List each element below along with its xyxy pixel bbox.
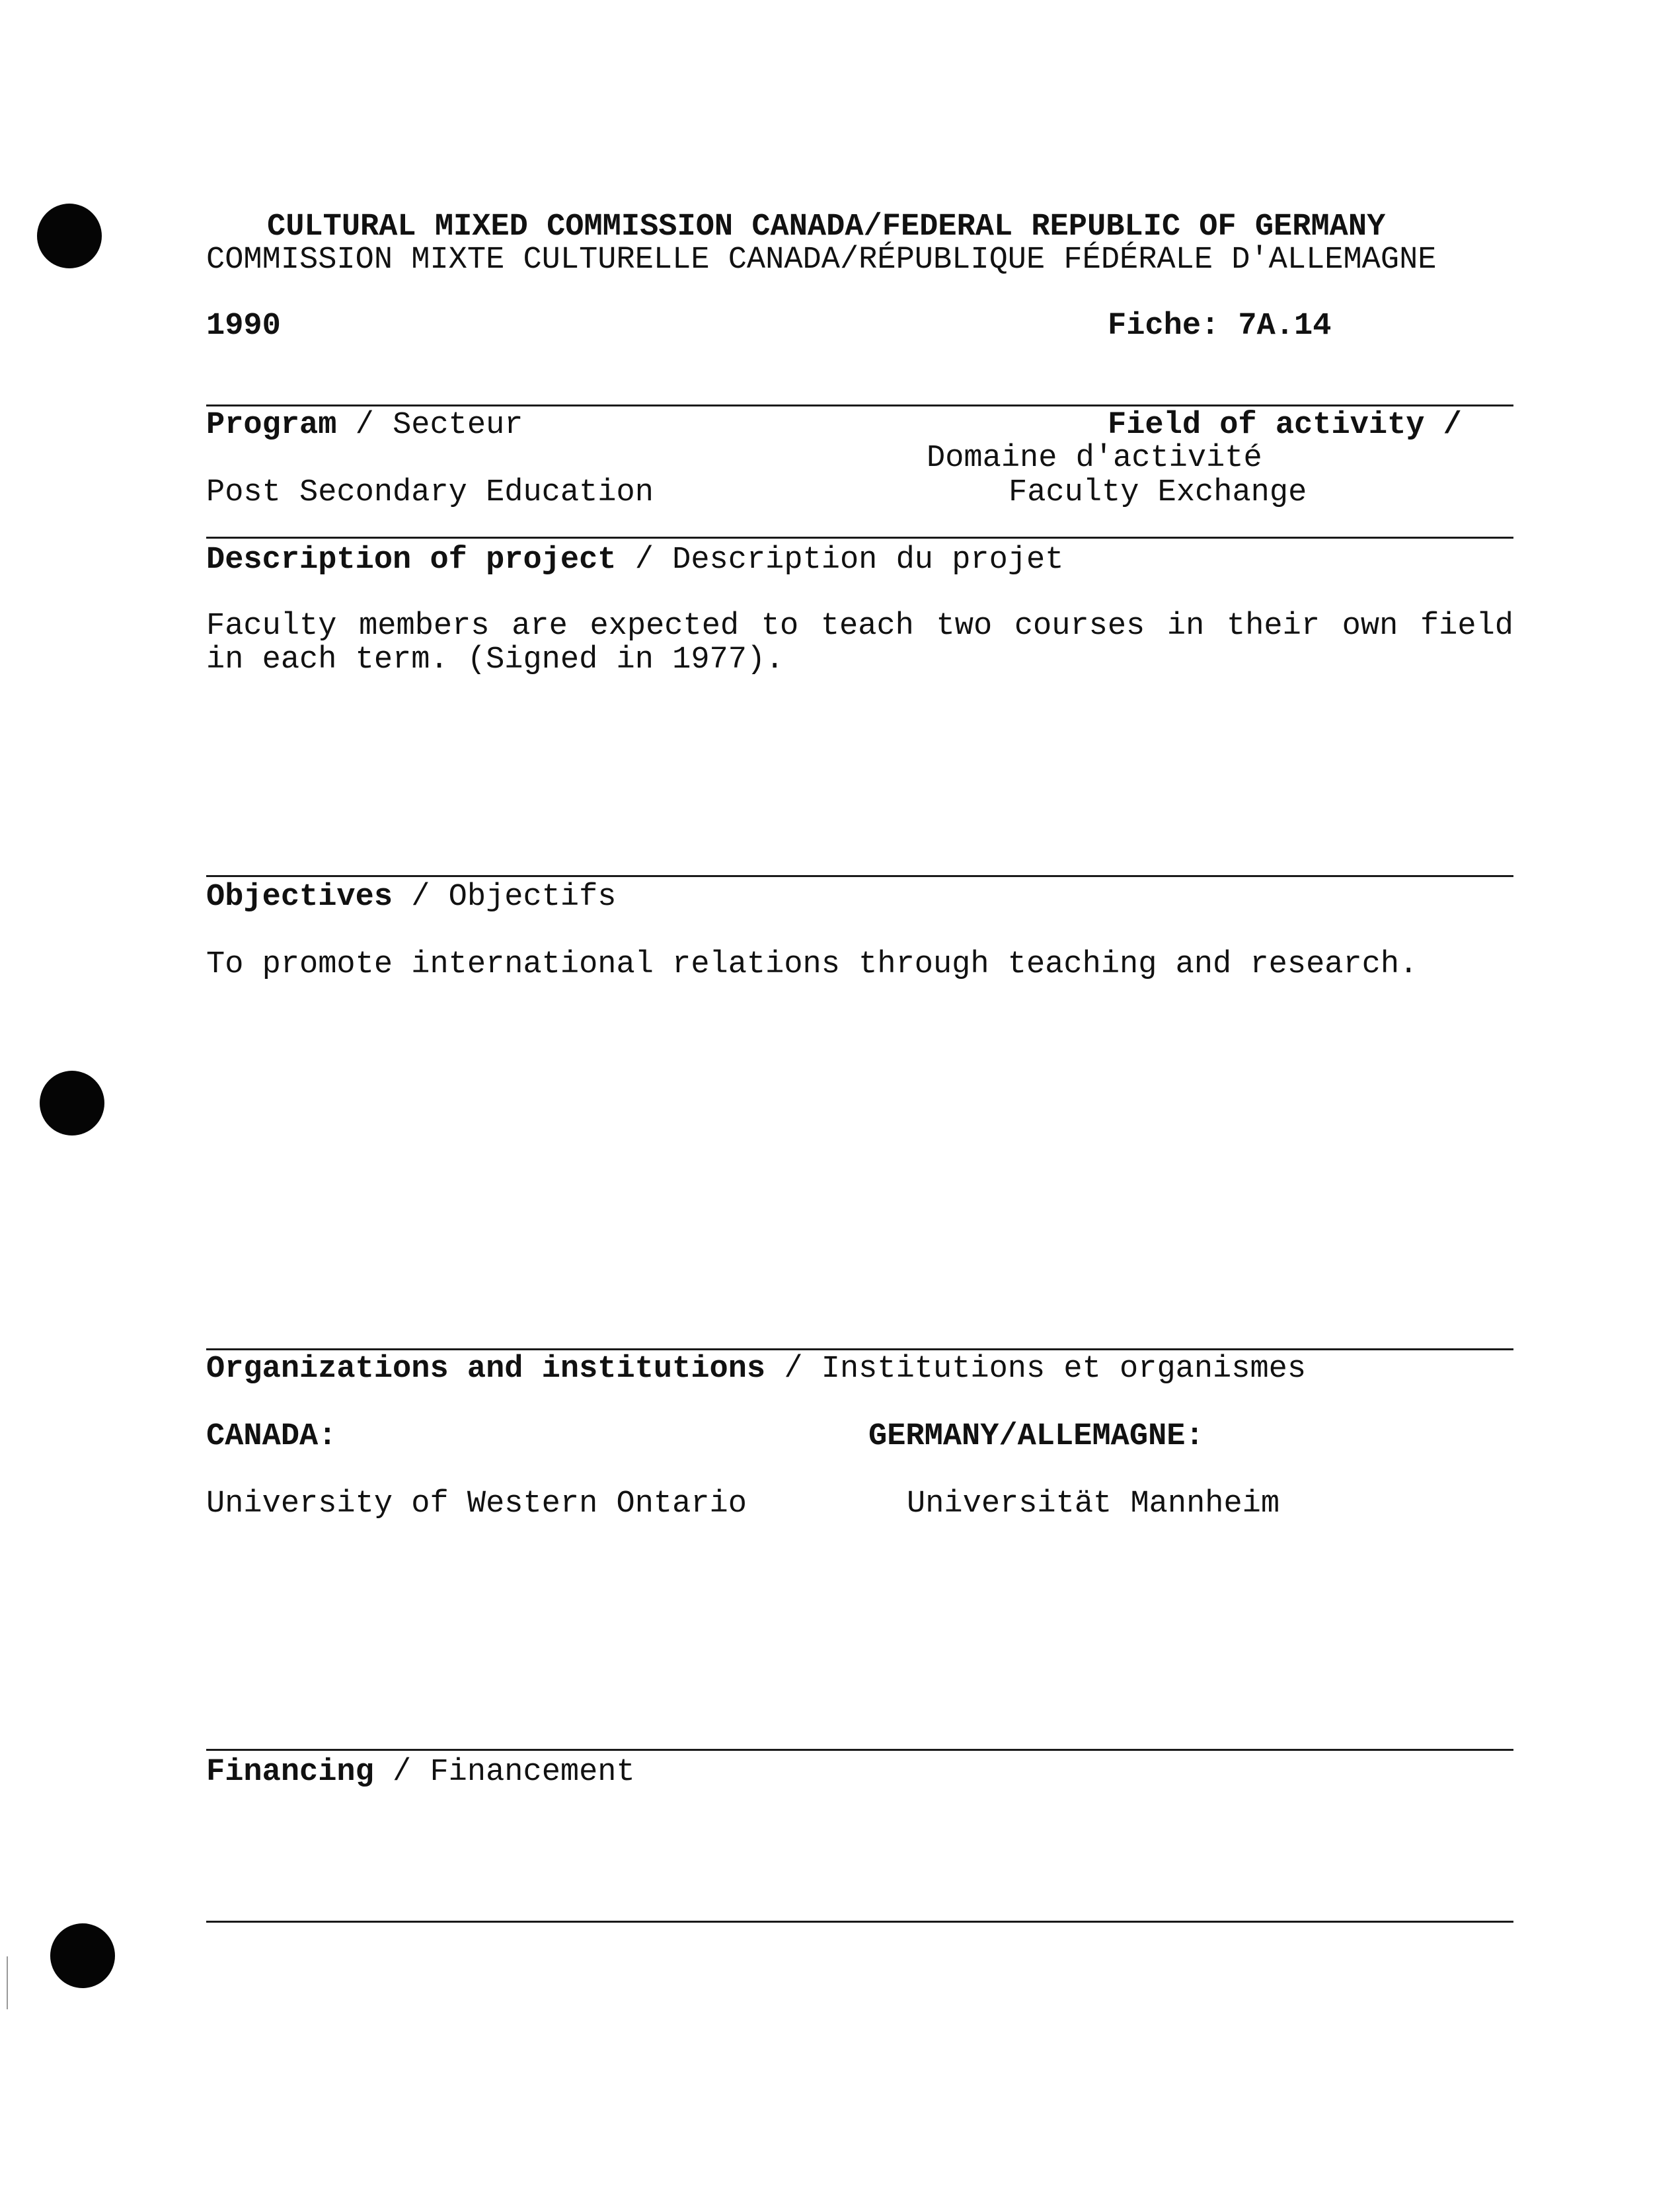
organizations-label-en: Organizations and institutions: [206, 1352, 766, 1387]
divider-financing: [206, 1749, 1513, 1751]
fiche-number: Fiche: 7A.14: [1108, 309, 1332, 344]
objectives-label-sep: /: [393, 880, 449, 915]
financing-label: [206, 1757, 635, 1788]
organizations-label: [206, 1354, 1306, 1385]
objectives-label-en: Objectives: [206, 880, 393, 915]
document-title-fr: COMMISSION MIXTE CULTURELLE CANADA/RÉPUBLIQUE FÉDÉRALE D'ALLEMAGNE: [206, 243, 1437, 278]
description-label: [206, 545, 1063, 576]
punch-hole-bottom: [50, 1923, 115, 1988]
field-label-en: Field of activity /: [1108, 408, 1462, 443]
organizations-label-sep: /: [765, 1352, 821, 1387]
divider-objectives: [206, 875, 1513, 877]
canada-label: CANADA:: [206, 1419, 337, 1454]
description-label-fr: Description du projet: [672, 543, 1064, 578]
punch-hole-middle: [40, 1071, 104, 1136]
document-title-en: CULTURAL MIXED COMMISSION CANADA/FEDERAL REPUBLIC OF GERMANY: [267, 210, 1386, 245]
description-label-sep: /: [616, 543, 673, 578]
program-label-sep: /: [336, 408, 393, 443]
germany-label: GERMANY/ALLEMAGNE:: [868, 1419, 1204, 1454]
document-year: 1990: [206, 309, 281, 344]
germany-institution: Universität Mannheim: [907, 1486, 1280, 1521]
program-label: [206, 410, 523, 441]
financing-label-en: Financing: [206, 1755, 374, 1790]
organizations-label-fr: Institutions et organismes: [821, 1352, 1307, 1387]
objectives-label: [206, 882, 617, 913]
description-text: Faculty members are expected to teach two courses in their own field in each term. (Signed in 1977).: [206, 609, 1513, 677]
field-label-fr: Domaine d'activité: [927, 441, 1262, 476]
financing-label-fr: Financement: [430, 1755, 635, 1790]
divider-bottom: [206, 1921, 1513, 1923]
page-edge-mark: [7, 1956, 8, 2009]
divider-description: [206, 537, 1513, 539]
objectives-text: To promote international relations through teaching and research.: [206, 947, 1418, 982]
objectives-label-fr: Objectifs: [448, 880, 617, 915]
program-label-en: Program: [206, 408, 337, 443]
description-label-en: Description of project: [206, 543, 617, 578]
canada-institution: University of Western Ontario: [206, 1486, 747, 1521]
program-label-fr: Secteur: [393, 408, 523, 443]
field-value: Faculty Exchange: [1009, 475, 1307, 510]
financing-label-sep: /: [373, 1755, 430, 1790]
punch-hole-top: [37, 204, 102, 268]
divider-organizations: [206, 1348, 1513, 1350]
program-value: Post Secondary Education: [206, 475, 654, 510]
divider-top: [206, 404, 1513, 406]
